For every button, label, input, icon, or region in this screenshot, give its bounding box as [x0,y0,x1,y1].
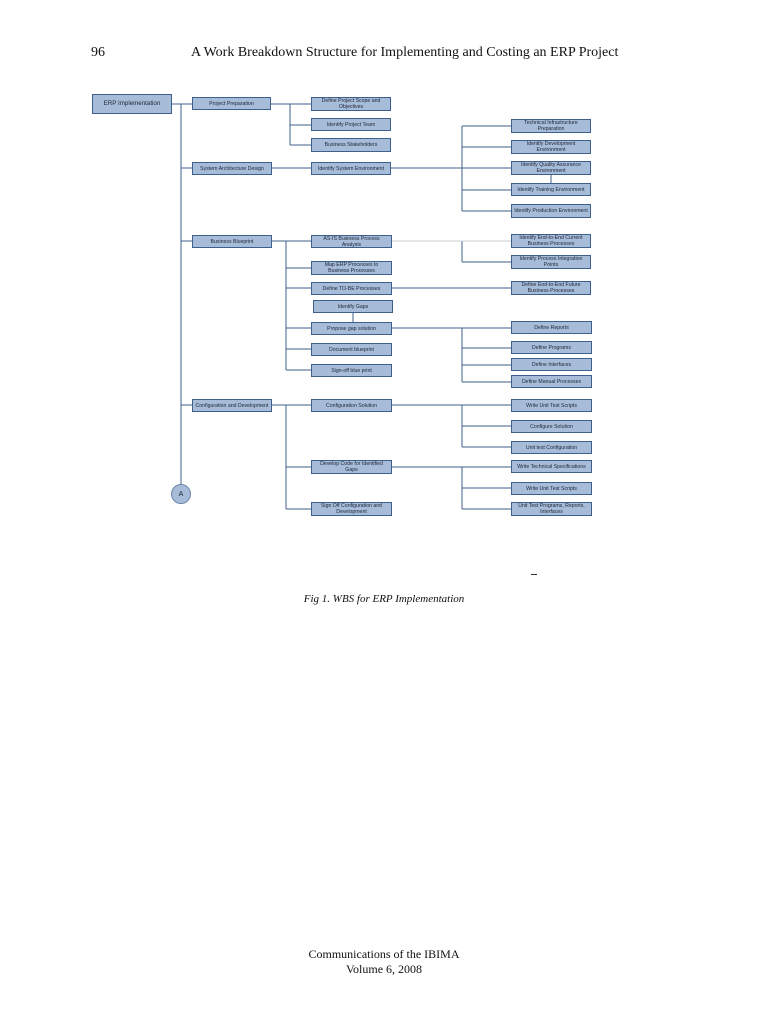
wbs-node-map-erp: Map ERP Processes to Business Processes [311,261,392,275]
wbs-node-propose-gap: Propose gap solution [311,322,392,335]
wbs-node-develop-code: Develop Code for Identified Gaps [311,460,392,474]
page-number: 96 [91,45,105,60]
wbs-node-unit-test-scripts-1: Write Unit Test Scripts [511,399,592,412]
wbs-node-tech-infra: Technical Infrastructure Preparation [511,119,591,133]
footer-volume: Volume 6, 2008 [345,962,423,976]
wbs-node-tech-specs: Write Technical Specifications [511,460,592,473]
wbs-node-business-blueprint: Business Blueprint [192,235,272,248]
wbs-node-project-preparation: Project Preparation [192,97,271,110]
wbs-node-end-to-end-current: Identify End-to-End Current Business Processes [511,234,591,248]
wbs-node-identify-gaps: Identify Gaps [313,300,393,313]
wbs-node-unit-test-programs: Unit Test Programs, Reports, Interfaces [511,502,592,516]
wbs-node-system-architecture: System Architecture Design [192,162,272,175]
wbs-node-define-programs: Define Programs [511,341,592,354]
wbs-node-identify-system-env: Identify System Environment [311,162,391,175]
wbs-node-integration-points: Identify Process Integration Points [511,255,591,269]
wbs-node-signoff-blueprint: Sign-off blue print [311,364,392,377]
wbs-node-qa-env: Identify Quality Assurance Environment [511,161,591,175]
running-title: A Work Breakdown Structure for Implementing and Costing an ERP Project [191,45,619,60]
wbs-node-document-blueprint: Document blueprint [311,343,392,356]
wbs-node-unit-test-scripts-2: Write Unit Test Scripts [511,482,592,495]
wbs-node-training-env: Identify Training Environment [511,183,591,196]
wbs-node-define-to-be: Define TO-BE Processes [311,282,392,295]
wbs-node-configuration: Configuration and Development [192,399,272,412]
wbs-node-define-scope: Define Project Scope and Objectives [311,97,391,111]
wbs-node-define-manual: Define Manual Processes [511,375,592,388]
wbs-node-business-stakeholders: Business Stakeholders [311,138,391,152]
wbs-node-as-is: AS-IS Business Process Analysis [311,235,392,248]
wbs-node-unit-test-config: Unit test Configuration [511,441,592,454]
stray-mark [531,574,537,575]
wbs-node-define-reports: Define Reports [511,321,592,334]
wbs-node-configure-solution: Configure Solution [511,420,592,433]
figure-caption: Fig 1. WBS for ERP Implementation [303,593,465,605]
connector-circle-a: A [171,484,191,504]
wbs-node-prod-env: Identify Production Environment [511,204,591,218]
wbs-node-signoff-config: Sign Off Configuration and Development [311,502,392,516]
wbs-node-identify-team: Identify Project Team [311,118,391,131]
wbs-node-root: ERP Implementation [92,94,172,114]
wbs-node-end-to-end-future: Define End-to-End Future Business Processes [511,281,591,295]
wbs-node-define-interfaces: Define Interfaces [511,358,592,371]
wbs-node-dev-env: Identify Development Environment [511,140,591,154]
footer-journal: Communications of the IBIMA [308,947,460,961]
wbs-node-configuration-solution: Configuration Solution [311,399,392,412]
